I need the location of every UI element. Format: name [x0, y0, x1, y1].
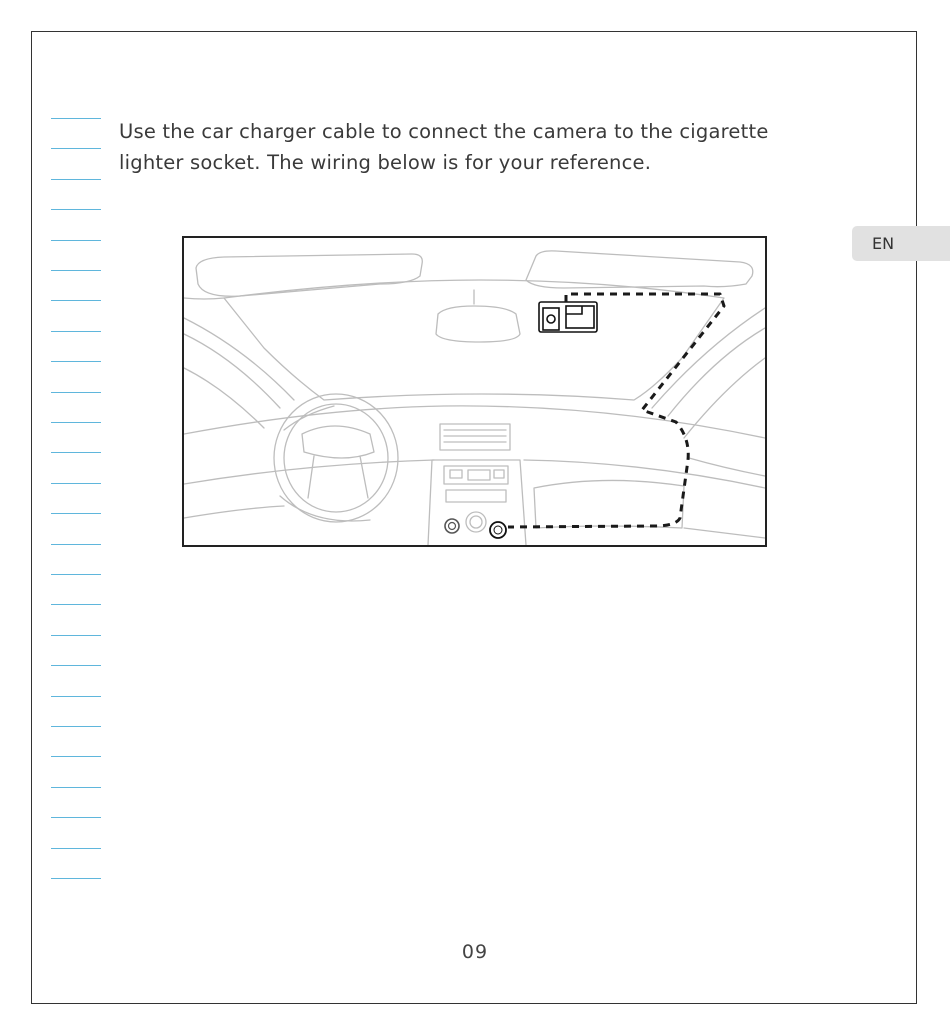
margin-rule: [51, 604, 101, 605]
margin-rule: [51, 392, 101, 393]
left-sun-visor: [196, 254, 422, 296]
margin-rule: [51, 696, 101, 697]
margin-rule: [51, 270, 101, 271]
margin-rule: [51, 756, 101, 757]
margin-rule: [51, 483, 101, 484]
margin-rule: [51, 452, 101, 453]
car-interior-diagram: [184, 238, 765, 545]
margin-rule: [51, 179, 101, 180]
margin-rule: [51, 817, 101, 818]
margin-rule: [51, 300, 101, 301]
margin-rule: [51, 544, 101, 545]
accessory-socket-icon: [445, 519, 459, 533]
margin-rule: [51, 240, 101, 241]
cigarette-lighter-socket-icon: [490, 522, 506, 538]
margin-rule: [51, 665, 101, 666]
margin-rule: [51, 878, 101, 879]
dash-camera-icon: [539, 302, 597, 332]
language-tab[interactable]: EN: [852, 226, 950, 261]
margin-rule: [51, 118, 101, 119]
margin-rule: [51, 726, 101, 727]
margin-rule: [51, 848, 101, 849]
instruction-line-1: Use the car charger cable to connect the camera to the cigarette: [119, 120, 769, 143]
margin-rule: [51, 513, 101, 514]
margin-rule: [51, 574, 101, 575]
page-number: 09: [461, 941, 489, 963]
instruction-line-2: lighter socket. The wiring below is for your reference.: [119, 151, 652, 174]
wiring-illustration: [182, 236, 767, 547]
margin-rule: [51, 361, 101, 362]
margin-rule: [51, 422, 101, 423]
margin-rule: [51, 209, 101, 210]
margin-rule: [51, 635, 101, 636]
left-a-pillar: [184, 318, 294, 400]
margin-rule: [51, 331, 101, 332]
margin-rule: [51, 148, 101, 149]
right-a-pillar: [652, 308, 765, 408]
margin-rule: [51, 787, 101, 788]
center-air-vent-icon: [440, 424, 510, 450]
instruction-text: [119, 116, 839, 178]
